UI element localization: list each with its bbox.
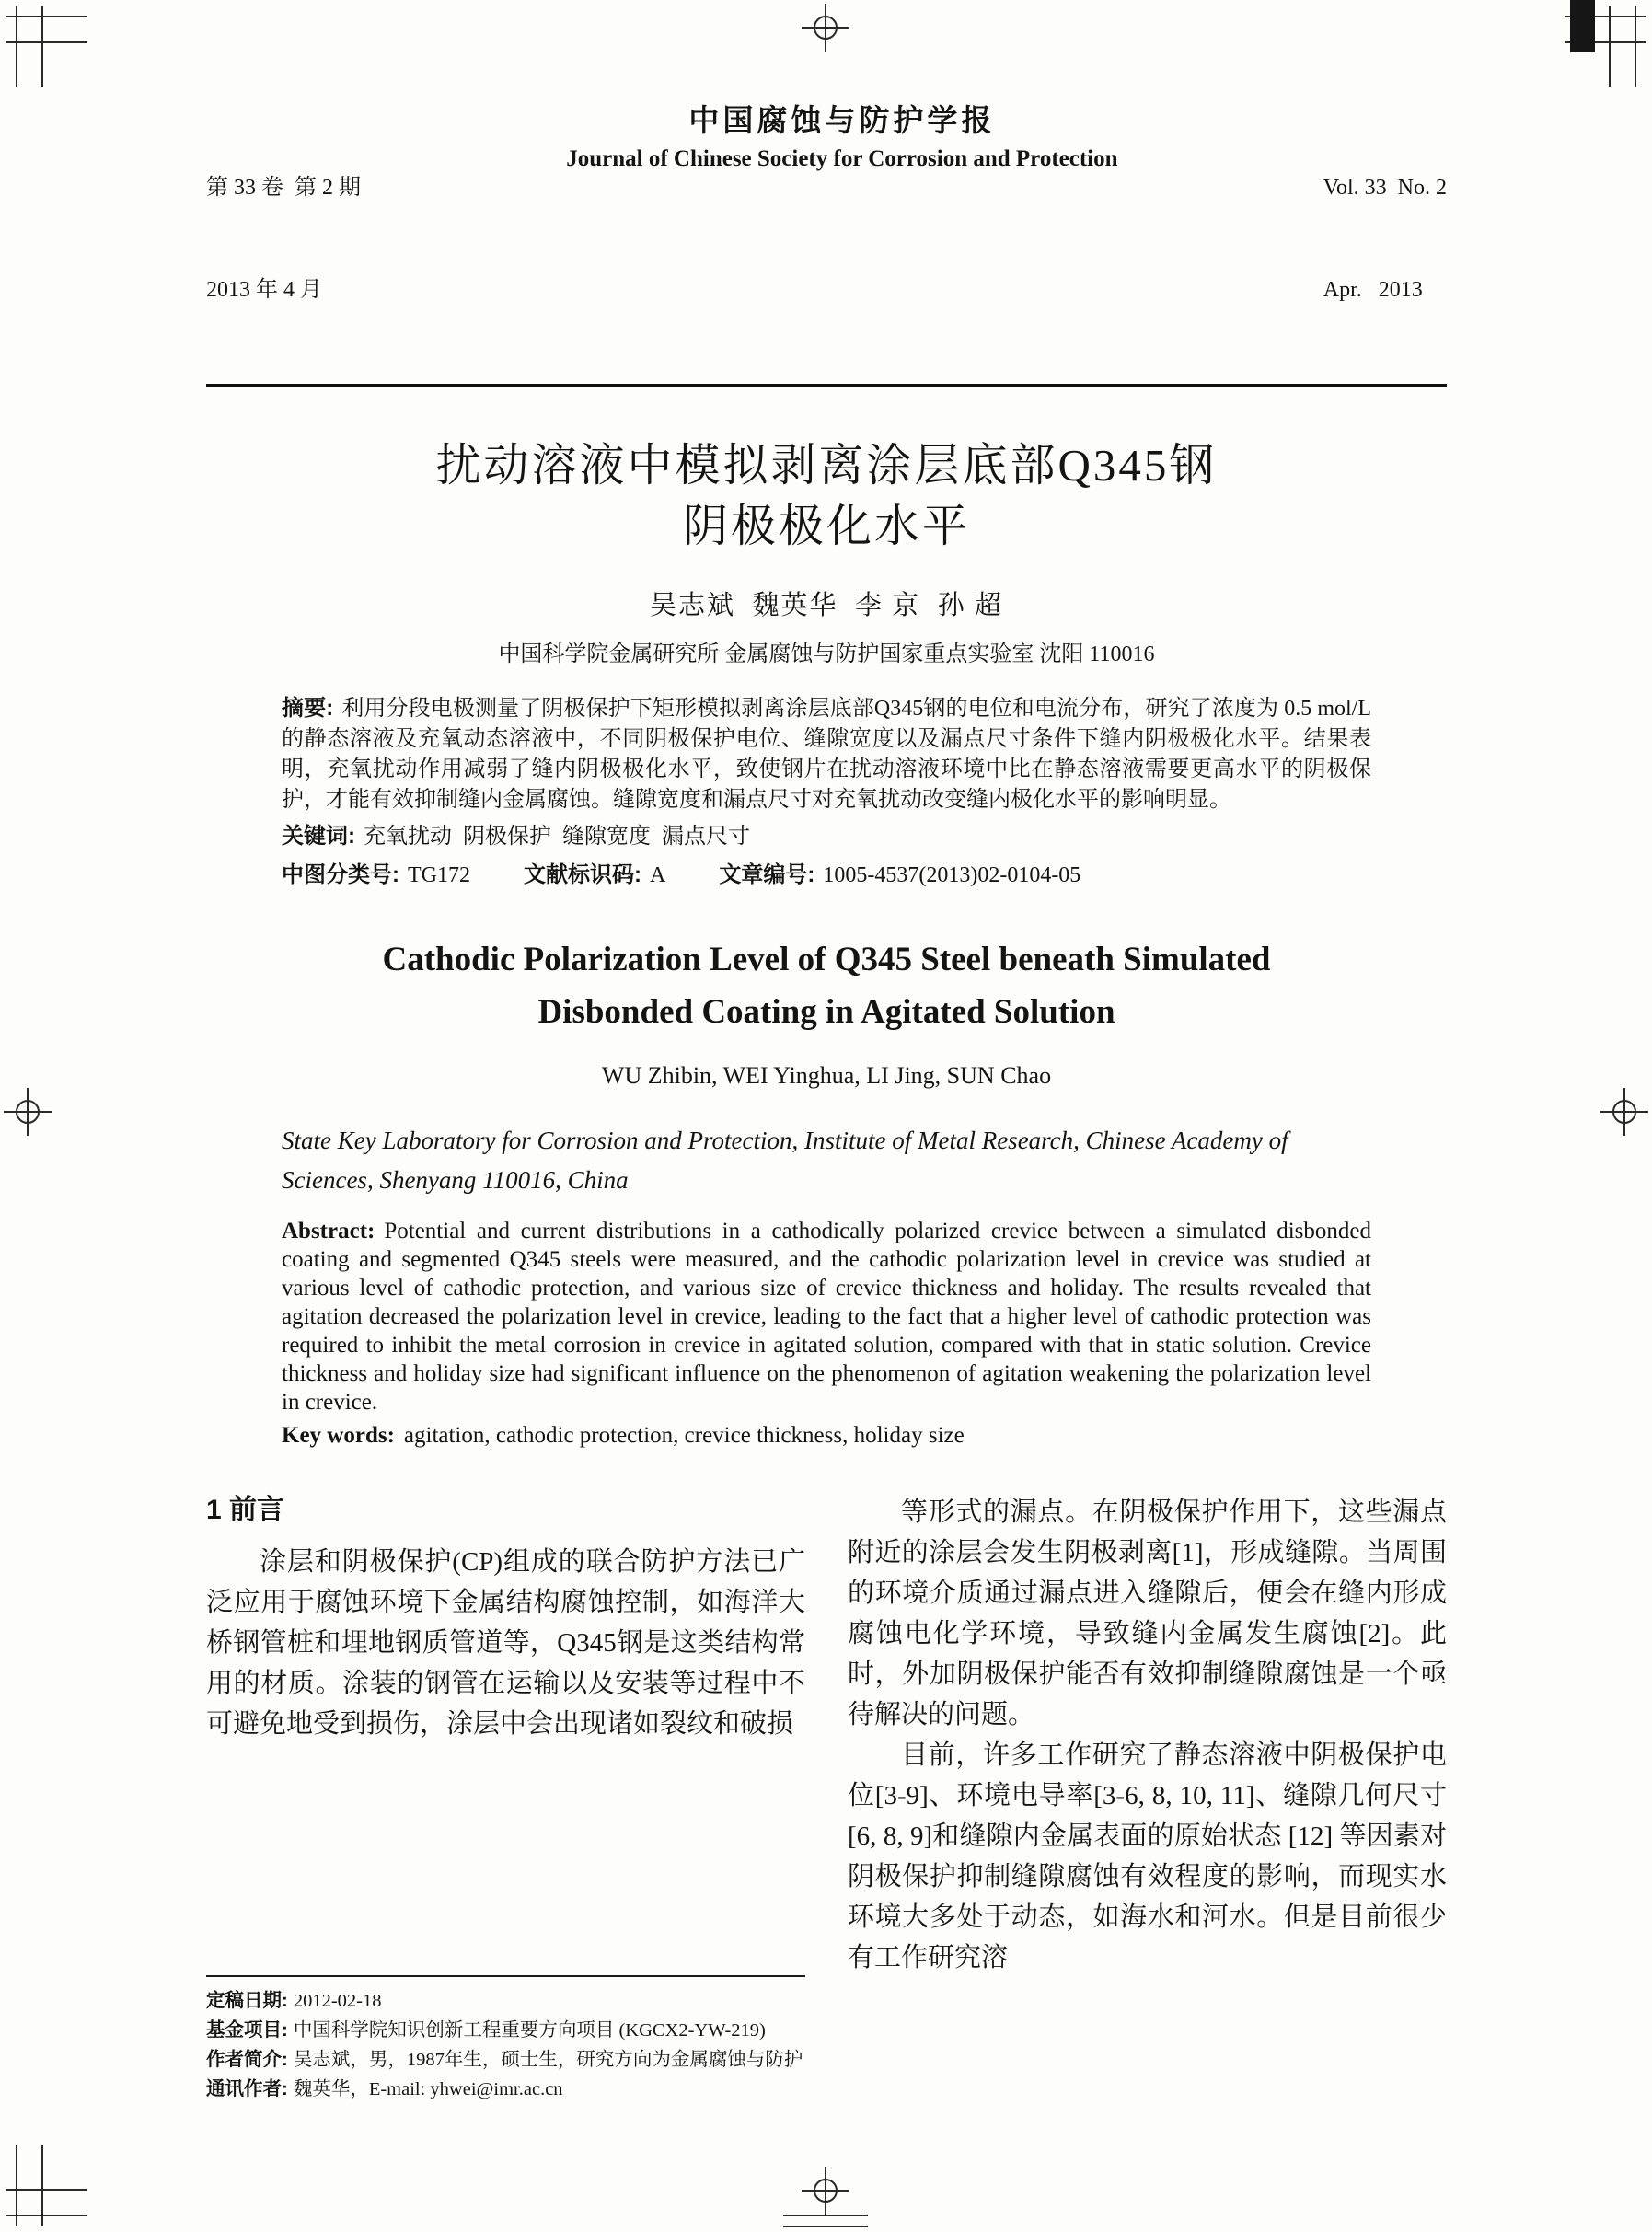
doc-code-label: 文献标识码: bbox=[524, 862, 641, 887]
crop-mark-top-left-icon bbox=[6, 6, 98, 98]
print-color-bar bbox=[1570, 0, 1595, 52]
keywords-text-en: agitation, cathodic protection, crevice thickness, holiday size bbox=[403, 1423, 965, 1448]
body-columns bbox=[206, 1492, 1447, 2104]
footnote-author-bio bbox=[206, 2045, 805, 2075]
issue-info-zh bbox=[206, 103, 361, 376]
article-title-zh bbox=[206, 435, 1447, 557]
footnote-corresponding-author bbox=[206, 2075, 805, 2104]
affiliation-en: State Key Laboratory for Corrosion and Protection, Institute of Metal Research, Chinese Academy of Sciences, Shenyang 110016, China bbox=[282, 1127, 1288, 1194]
abstract-text-zh: 利用分段电极测量了阴极保护下矩形模拟剥离涂层底部Q345钢的电位和电流分布，研究了浓度为 0.5 mol/L 的静态溶液及充氧动态溶液中，不同阴极保护电位、缝隙宽度以及漏点尺寸条件下缝内阴极极化水平。结果表明，充氧扰动作用减弱了缝内阴极极化水平，致使钢片在扰动溶液环境中比在静态溶液需要更高水平的阴极保护，才能有效抑制缝内金属腐蚀。缝隙宽度和漏点尺寸对充氧扰动改变缝内极化水平的影响明显。 bbox=[282, 697, 1371, 812]
keywords-en bbox=[206, 1421, 1447, 1450]
journal-title-en: Journal of Chinese Society for Corrosion and Protection bbox=[566, 146, 1118, 171]
keywords-text-zh: 充氧扰动 阴极保护 缝隙宽度 漏点尺寸 bbox=[364, 825, 750, 849]
abstract-label-en: Abstract: bbox=[282, 1219, 375, 1243]
right-column bbox=[848, 1492, 1447, 2104]
footnote-block bbox=[206, 1959, 805, 2104]
article-authors-zh: 吴志斌 魏英华 李 京 孙 超 bbox=[649, 591, 1003, 620]
article-authors-en: WU Zhibin, WEI Yinghua, LI Jing, SUN Chao bbox=[601, 1062, 1052, 1089]
registration-mark-bottom-center-icon bbox=[800, 2165, 851, 2216]
keywords-label-zh: 关键词: bbox=[282, 824, 355, 849]
date-zh: 2013 年 4 月 bbox=[206, 278, 322, 302]
journal-header bbox=[206, 103, 1447, 376]
paragraph-right-2: 目前，许多工作研究了静态溶液中阴极保护电位[3-9]、环境电导率[3-6, 8, 10, 11]、缝隙几何尺寸[6, 8, 9]和缝隙内金属表面的原始状态 [12] 等因素对阴极保护抑制缝隙腐蚀有效程度的影响，而现实水环境大多处于动态，如海水和河水。但是目前很少有工作研究溶 bbox=[848, 1740, 1447, 1972]
paragraph-left: 涂层和阴极保护(CP)组成的联合防护方法已广泛应用于腐蚀环境下金属结构腐蚀控制，如海洋大桥钢管桩和埋地钢质管道等，Q345钢是这类结构常用的材质。涂装的钢管在运输以及安装等过程中不可避免地受到损伤，涂层中会出现诸如裂纹和破损 bbox=[206, 1547, 805, 1739]
volume-issue-en: Vol. 33 No. 2 bbox=[1323, 176, 1447, 200]
footnote-fund-label: 基金项目: bbox=[206, 2019, 288, 2041]
journal-title-block bbox=[361, 103, 1323, 173]
keywords-label-en: Key words: bbox=[282, 1423, 395, 1448]
section-heading-intro: 1 前言 bbox=[206, 1495, 285, 1525]
clc-group bbox=[282, 860, 470, 891]
abstract-label-zh: 摘要: bbox=[282, 696, 334, 721]
registration-mark-left-icon bbox=[2, 1086, 53, 1138]
classification-line bbox=[206, 860, 1447, 891]
crop-mark-bottom-left-icon bbox=[6, 2134, 98, 2226]
registration-mark-top-center-icon bbox=[800, 2, 851, 53]
registration-mark-right-icon bbox=[1599, 1086, 1650, 1138]
footnote-received-date bbox=[206, 1986, 805, 2016]
issue-info-en bbox=[1323, 103, 1447, 376]
article-id-group bbox=[719, 860, 1080, 891]
abstract-text-en: Potential and current distributions in a cathodically polarized crevice between a simulated disbonded coating and segmented Q345 steels were measured, and the cathodic polarization level in crevice was studied at various level of cathodic protection, and various size of crevice thickness and holiday. The results revealed that agitation decreased the polarization level in crevice, leading to the fact that a higher level of cathodic protection was required to inhibit the metal corrosion in crevice in agitated solution, compared with that in static solution. Crevice thickness and holiday size had significant influence on the phenomenon of agitation weakening the polarization level in crevice. bbox=[282, 1219, 1371, 1415]
article-id: 1005-4537(2013)02-0104-05 bbox=[823, 863, 1081, 887]
journal-title-zh: 中国腐蚀与防护学报 bbox=[688, 105, 996, 138]
footnote-received-date-text: 2012-02-18 bbox=[293, 1991, 382, 2011]
crop-mark-top-right-icon bbox=[1554, 6, 1646, 98]
footnote-author-bio-label: 作者简介: bbox=[206, 2049, 288, 2070]
affiliation-zh: 中国科学院金属研究所 金属腐蚀与防护国家重点实验室 沈阳 110016 bbox=[498, 642, 1155, 666]
footnote-rule bbox=[206, 1975, 805, 1977]
abstract-en bbox=[206, 1217, 1447, 1417]
article-title-zh-line2: 阴极极化水平 bbox=[682, 501, 970, 551]
trim-mark-bottom-icon bbox=[783, 2215, 868, 2227]
header-rule bbox=[206, 384, 1447, 387]
clc-label: 中图分类号: bbox=[282, 862, 399, 887]
doc-code-group bbox=[524, 860, 665, 891]
article-title-en bbox=[206, 933, 1447, 1038]
article-title-en-line1: Cathodic Polarization Level of Q345 Steel beneath Simulated bbox=[382, 941, 1271, 978]
article-title-zh-line1: 扰动溶液中模拟剥离涂层底部Q345钢 bbox=[435, 440, 1218, 491]
clc-number: TG172 bbox=[408, 863, 470, 887]
footnote-author-bio-text: 吴志斌，男，1987年生，硕士生，研究方向为金属腐蚀与防护 bbox=[293, 2050, 803, 2070]
footnote-fund-text: 中国科学院知识创新工程重要方向项目 (KGCX2-YW-219) bbox=[293, 2020, 766, 2041]
paragraph-right-1: 等形式的漏点。在阴极保护作用下，这些漏点附近的涂层会发生阴极剥离[1]，形成缝隙。当周围的环境介质通过漏点进入缝隙后，便会在缝内形成腐蚀电化学环境，导致缝内金属发生腐蚀[2]。此时，外加阴极保护能否有效抑制缝隙腐蚀是一个亟待解决的问题。 bbox=[848, 1498, 1447, 1729]
footnote-corresponding-author-text: 魏英华，E-mail: yhwei@imr.ac.cn bbox=[293, 2079, 563, 2099]
doc-code: A bbox=[650, 863, 666, 887]
keywords-zh bbox=[206, 821, 1447, 852]
left-column bbox=[206, 1492, 805, 2104]
footnote-corresponding-author-label: 通讯作者: bbox=[206, 2078, 288, 2099]
article-title-en-line2: Disbonded Coating in Agitated Solution bbox=[537, 993, 1115, 1031]
footnote-received-date-label: 定稿日期: bbox=[206, 1990, 288, 2011]
volume-issue-zh: 第 33 卷 第 2 期 bbox=[206, 176, 361, 200]
date-en: Apr. 2013 bbox=[1323, 278, 1423, 302]
article-id-label: 文章编号: bbox=[719, 862, 815, 887]
article-content bbox=[206, 103, 1447, 2104]
abstract-zh bbox=[206, 693, 1447, 815]
footnote-fund bbox=[206, 2016, 805, 2045]
